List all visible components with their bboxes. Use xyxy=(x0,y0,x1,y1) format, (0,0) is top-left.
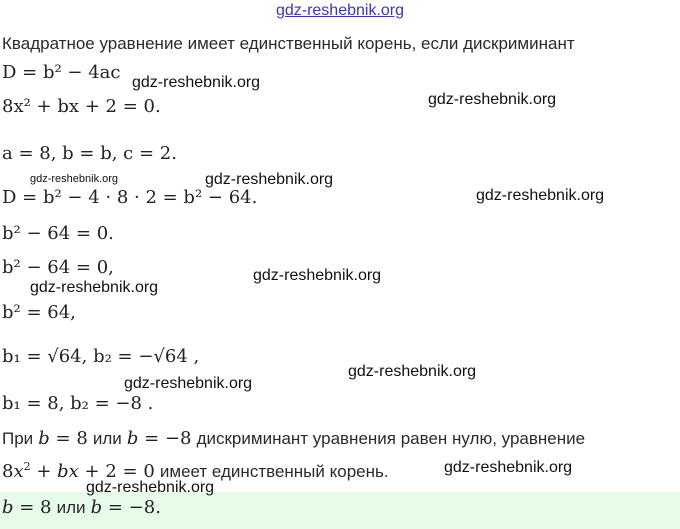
conclusion-equation: $8x^2$ + bx + 2 = 0 xyxy=(2,460,155,482)
conclusion-has-root: имеет единственный корень. xyxy=(159,462,389,481)
watermark: gdz-reshebnik.org xyxy=(124,375,253,392)
roots-values: b₁ = 8, b₂ = −8 . xyxy=(2,393,154,414)
b-squared: b² = 64, xyxy=(2,302,76,323)
answer-line xyxy=(2,497,161,518)
roots-sqrt: b₁ = √64, b₂ = −√64 , xyxy=(2,346,200,367)
conclusion-b-8: b = 8 xyxy=(38,428,88,449)
watermark: gdz-reshebnik.org xyxy=(428,91,557,108)
conclusion-rest: дискриминант уравнения равен нулю, уравнение xyxy=(196,429,586,448)
answer-b-minus-8: b = −8. xyxy=(90,497,161,518)
watermark: gdz-reshebnik.org xyxy=(253,267,382,284)
site-link[interactable]: gdz-reshebnik.org xyxy=(275,2,405,19)
answer-ili: или xyxy=(56,498,86,517)
intro-text: Квадратное уравнение имеет единственный корень, если дискриминант xyxy=(2,34,575,53)
equation: 8x² + bx + 2 = 0. xyxy=(2,96,161,117)
watermark: gdz-reshebnik.org xyxy=(86,479,215,496)
conclusion-pri: При xyxy=(2,429,34,448)
condition-eq-2: b² − 64 = 0, xyxy=(2,257,114,278)
watermark: gdz-reshebnik.org xyxy=(30,173,119,185)
answer-b-8: b = 8 xyxy=(2,497,52,518)
discriminant-calc: D = b² − 4 · 8 · 2 = b² − 64. xyxy=(2,187,258,208)
conclusion-b-minus-8: b = −8 xyxy=(126,428,192,449)
conclusion-ili: или xyxy=(92,429,122,448)
coefficients: a = 8, b = b, c = 2. xyxy=(2,143,177,164)
watermark: gdz-reshebnik.org xyxy=(205,171,334,188)
formula-discriminant: D = b² − 4ac xyxy=(2,62,121,83)
watermark: gdz-reshebnik.org xyxy=(348,363,477,380)
watermark: gdz-reshebnik.org xyxy=(444,459,573,476)
watermark: gdz-reshebnik.org xyxy=(30,279,159,296)
watermark: gdz-reshebnik.org xyxy=(476,187,605,204)
conclusion-line-1 xyxy=(2,428,585,449)
condition-eq: b² − 64 = 0. xyxy=(2,223,114,244)
watermark: gdz-reshebnik.org xyxy=(132,74,261,91)
